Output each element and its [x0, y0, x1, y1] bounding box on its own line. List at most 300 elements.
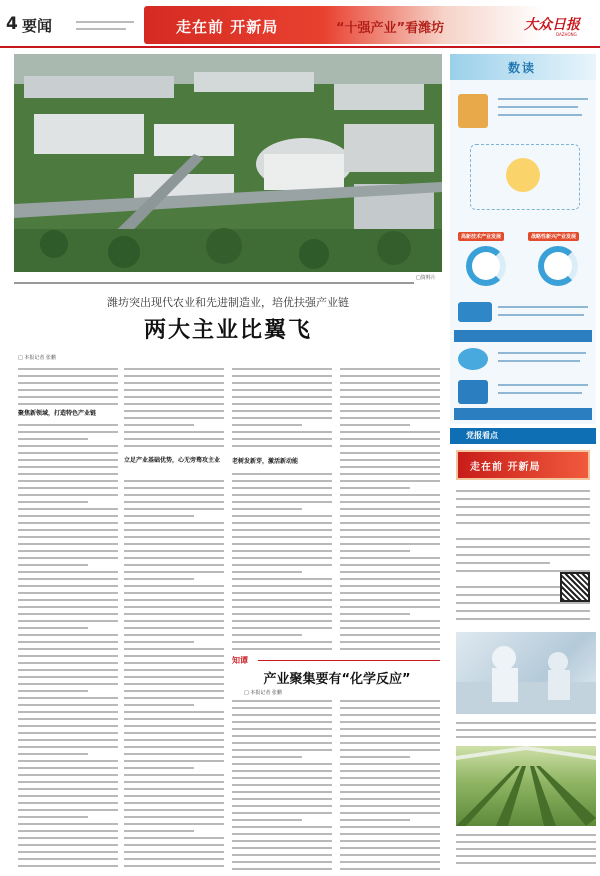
text-line — [124, 739, 224, 741]
text-line — [340, 459, 440, 461]
text-line — [18, 865, 118, 867]
text-line — [124, 704, 194, 706]
text-line — [124, 830, 194, 832]
text-line — [124, 634, 224, 636]
text-line — [124, 375, 224, 377]
text-line — [124, 522, 224, 524]
text-line — [124, 382, 224, 384]
text-line — [18, 578, 118, 580]
text-line — [340, 861, 440, 863]
text-line — [124, 655, 224, 657]
text-line — [456, 490, 590, 492]
text-line — [18, 571, 118, 573]
text-line — [124, 781, 224, 783]
text-line — [124, 809, 224, 811]
text-line — [18, 620, 118, 622]
text-line — [232, 550, 332, 552]
text-line — [124, 445, 224, 447]
text-line — [18, 480, 118, 482]
text-line — [232, 424, 302, 426]
highlight-bar-1 — [454, 330, 592, 342]
text-line — [124, 529, 224, 531]
lab-worker-image — [456, 632, 596, 714]
text-line — [340, 529, 440, 531]
text-line — [340, 522, 440, 524]
text-line — [340, 452, 440, 454]
text-line — [340, 833, 440, 835]
text-line — [456, 562, 550, 564]
text-column-3 — [232, 364, 332, 654]
text-line — [232, 536, 332, 538]
text-line — [340, 840, 440, 842]
text-line — [456, 855, 596, 857]
text-line — [232, 826, 332, 828]
text-line — [232, 578, 332, 580]
text-line — [124, 802, 224, 804]
data-reading-panel — [450, 54, 596, 424]
text-line — [124, 662, 224, 664]
text-line — [18, 655, 118, 657]
text-line — [18, 585, 118, 587]
text-line — [18, 844, 118, 846]
text-line — [232, 389, 332, 391]
newspaper-logo-sub: DAZHONG — [556, 32, 577, 37]
panel-title: 数读 — [508, 61, 537, 75]
text-line — [18, 459, 118, 461]
text-line — [232, 375, 332, 377]
text-line — [232, 847, 332, 849]
text-line — [124, 592, 224, 594]
text-line — [232, 501, 332, 503]
text-line — [124, 515, 194, 517]
text-line — [18, 515, 118, 517]
text-line — [232, 592, 332, 594]
text-line — [18, 368, 118, 370]
text-line — [340, 571, 440, 573]
text-line — [124, 795, 224, 797]
text-line — [340, 543, 440, 545]
text-line — [456, 841, 596, 843]
text-line — [124, 669, 224, 671]
text-line — [340, 424, 410, 426]
text-line — [340, 368, 440, 370]
text-line — [18, 760, 118, 762]
text-line — [232, 564, 332, 566]
lab-photo-caption — [456, 718, 596, 742]
text-line — [340, 763, 440, 765]
text-line — [124, 816, 224, 818]
text-line — [340, 777, 440, 779]
text-line — [18, 613, 118, 615]
text-line — [124, 718, 224, 720]
donut-chart-right — [538, 246, 578, 286]
text-line — [340, 627, 440, 629]
text-line — [232, 714, 332, 716]
panel-tag-right: 战略性新兴产业发展 — [528, 232, 579, 241]
text-line — [18, 802, 118, 804]
text-line — [340, 494, 440, 496]
text-line — [340, 641, 440, 643]
text-line — [340, 791, 440, 793]
panel-tag-left: 高新技术产业发展 — [458, 232, 504, 241]
text-line — [124, 627, 224, 629]
text-line — [18, 816, 88, 818]
text-line — [18, 683, 118, 685]
commentary-byline: □ 本报记者 张鹏 — [244, 690, 282, 696]
text-line — [18, 809, 118, 811]
text-line — [124, 564, 224, 566]
text-line — [124, 683, 224, 685]
text-line — [18, 522, 118, 524]
text-line — [232, 620, 332, 622]
text-line — [340, 375, 440, 377]
text-line — [456, 848, 596, 850]
text-line — [18, 662, 118, 664]
text-line — [340, 606, 440, 608]
commentary-rule — [258, 660, 440, 661]
text-line — [18, 403, 118, 405]
text-line — [18, 606, 118, 608]
text-line — [18, 718, 118, 720]
text-line — [124, 767, 194, 769]
text-line — [340, 854, 440, 856]
text-line — [18, 508, 118, 510]
text-line — [340, 700, 440, 702]
text-line — [232, 641, 332, 643]
text-line — [340, 728, 440, 730]
text-line — [340, 438, 440, 440]
text-line — [124, 613, 224, 615]
text-line — [18, 431, 118, 433]
text-line — [18, 487, 118, 489]
text-line — [340, 620, 440, 622]
newspaper-logo: 大众日报 — [524, 17, 580, 33]
text-line — [124, 823, 224, 825]
text-line — [340, 578, 440, 580]
text-line — [124, 410, 224, 412]
building-icon — [458, 94, 488, 128]
text-line — [124, 536, 224, 538]
text-line — [232, 749, 332, 751]
text-line — [18, 858, 118, 860]
greenhouse-photo-caption — [456, 830, 596, 870]
text-line — [340, 742, 440, 744]
text-column-4 — [340, 364, 440, 654]
text-line — [124, 753, 224, 755]
text-line — [456, 554, 590, 556]
text-line — [456, 506, 590, 508]
text-line — [124, 725, 224, 727]
text-line — [124, 480, 224, 482]
text-line — [232, 606, 332, 608]
text-line — [232, 368, 332, 370]
text-line — [124, 487, 224, 489]
text-line — [18, 438, 88, 440]
special-banner — [144, 6, 544, 44]
text-line — [232, 543, 332, 545]
text-line — [18, 788, 118, 790]
text-line — [18, 501, 88, 503]
text-line — [18, 494, 118, 496]
text-line — [18, 781, 118, 783]
text-line — [18, 823, 118, 825]
text-line — [232, 700, 332, 702]
text-line — [124, 697, 224, 699]
text-line — [18, 445, 118, 447]
text-line — [18, 648, 118, 650]
text-column-1 — [18, 364, 118, 874]
text-line — [124, 368, 224, 370]
text-line — [18, 851, 118, 853]
text-line — [124, 424, 194, 426]
text-line — [124, 501, 224, 503]
text-line — [18, 452, 118, 454]
text-line — [18, 382, 118, 384]
text-line — [456, 602, 590, 604]
donut-chart-left — [466, 246, 506, 286]
commentary-tag: 知谭 — [232, 656, 248, 665]
text-line — [232, 515, 332, 517]
text-line — [18, 396, 118, 398]
text-line — [340, 536, 440, 538]
text-line — [340, 847, 440, 849]
text-line — [124, 550, 224, 552]
text-line — [340, 648, 440, 650]
text-line — [124, 837, 224, 839]
text-line — [340, 396, 440, 398]
text-line — [124, 494, 224, 496]
text-line — [340, 812, 440, 814]
text-line — [340, 431, 440, 433]
text-line — [232, 599, 332, 601]
text-line — [124, 508, 224, 510]
text-line — [232, 508, 302, 510]
text-line — [456, 722, 596, 724]
text-line — [232, 833, 332, 835]
text-line — [124, 606, 224, 608]
text-line — [340, 501, 440, 503]
text-line — [124, 403, 224, 405]
text-line — [232, 707, 332, 709]
text-line — [18, 599, 118, 601]
article-headline: 两大主业比翼飞 — [143, 318, 312, 343]
text-line — [232, 840, 332, 842]
text-line — [232, 805, 332, 807]
text-line — [232, 812, 332, 814]
greenhouse-photo — [456, 746, 596, 826]
main-photo — [14, 54, 442, 272]
text-line — [18, 669, 118, 671]
text-line — [340, 868, 440, 870]
page-number: 4 — [6, 14, 18, 34]
party-paper-highlights-title: 党报看点 — [466, 431, 498, 440]
text-line — [124, 851, 224, 853]
text-line — [340, 557, 440, 559]
photo-caption — [14, 280, 442, 284]
text-line — [232, 634, 302, 636]
text-line — [18, 697, 118, 699]
text-line — [232, 522, 332, 524]
text-line — [456, 618, 590, 620]
text-line — [232, 798, 332, 800]
text-line — [18, 753, 88, 755]
text-line — [232, 648, 332, 650]
text-line — [18, 375, 118, 377]
panel-header — [450, 54, 596, 80]
article-subheadline: 潍坊突出现代农业和先进制造业，培优扶强产业链 — [107, 296, 349, 309]
text-line — [340, 480, 440, 482]
text-line — [124, 571, 224, 573]
text-line — [232, 445, 332, 447]
text-line — [18, 529, 118, 531]
text-line — [18, 732, 118, 734]
text-line — [232, 382, 332, 384]
text-line — [18, 767, 118, 769]
text-line — [232, 728, 332, 730]
text-line — [18, 774, 118, 776]
text-line — [124, 788, 224, 790]
text-line — [232, 571, 302, 573]
qr-code[interactable] — [560, 572, 590, 602]
masthead — [0, 0, 600, 48]
text-line — [232, 854, 332, 856]
text-line — [124, 557, 224, 559]
text-line — [340, 592, 440, 594]
text-line — [340, 445, 440, 447]
text-line — [232, 480, 332, 482]
text-line — [456, 498, 590, 500]
section-heading-1: 聚焦新领域，打造特色产业链 — [18, 410, 97, 417]
text-line — [18, 711, 118, 713]
text-line — [340, 805, 440, 807]
text-line — [340, 798, 440, 800]
text-line — [124, 676, 224, 678]
sun-icon — [506, 158, 540, 192]
lab-photo — [456, 632, 596, 714]
text-line — [232, 721, 332, 723]
text-line — [18, 536, 118, 538]
article-byline: □ 本报记者 张鹏 — [18, 355, 56, 361]
text-line — [18, 627, 88, 629]
text-line — [232, 819, 302, 821]
text-line — [124, 746, 224, 748]
text-line — [232, 770, 332, 772]
text-line — [124, 389, 224, 391]
text-line — [232, 861, 332, 863]
text-line — [232, 403, 332, 405]
text-line — [340, 389, 440, 391]
text-line — [456, 514, 590, 516]
text-line — [232, 777, 332, 779]
text-line — [340, 714, 440, 716]
text-line — [232, 438, 332, 440]
text-line — [18, 473, 118, 475]
text-line — [124, 417, 224, 419]
text-line — [456, 546, 590, 548]
text-line — [340, 756, 410, 758]
text-line — [340, 585, 440, 587]
text-line — [456, 729, 596, 731]
commentary-column-2 — [340, 698, 440, 874]
text-line — [340, 417, 440, 419]
text-line — [18, 837, 118, 839]
globe-icon — [458, 348, 488, 370]
text-line — [124, 585, 224, 587]
text-line — [18, 676, 118, 678]
text-line — [18, 690, 88, 692]
machine-icon — [458, 302, 492, 322]
greenhouse-image — [456, 746, 596, 826]
text-line — [124, 431, 224, 433]
text-line — [232, 410, 332, 412]
text-line — [232, 396, 332, 398]
text-line — [124, 641, 194, 643]
section-name: 要闻 — [22, 17, 53, 35]
text-line — [124, 865, 224, 867]
text-line — [456, 862, 596, 864]
text-line — [232, 613, 332, 615]
text-line — [340, 826, 440, 828]
party-paper-items — [456, 486, 590, 626]
text-line — [456, 538, 590, 540]
commentary-title: 产业聚集要有“化学反应” — [263, 672, 411, 687]
text-line — [340, 382, 440, 384]
text-line — [124, 578, 194, 580]
banner-title: 走在前 开新局 — [176, 18, 279, 36]
text-line — [124, 543, 224, 545]
text-line — [18, 634, 118, 636]
text-line — [124, 760, 224, 762]
text-line — [232, 494, 332, 496]
text-line — [340, 473, 440, 475]
text-line — [232, 742, 332, 744]
text-line — [18, 592, 118, 594]
text-line — [124, 690, 224, 692]
text-line — [232, 868, 332, 870]
text-line — [340, 508, 440, 510]
text-line — [340, 770, 440, 772]
text-line — [340, 634, 440, 636]
text-line — [340, 784, 440, 786]
text-line — [232, 756, 302, 758]
party-paper-banner-text: 走在前 开新局 — [470, 462, 541, 473]
text-line — [340, 819, 410, 821]
text-line — [124, 844, 224, 846]
banner-subtitle: “十强产业”看潍坊 — [336, 21, 445, 36]
text-line — [340, 466, 440, 468]
text-line — [18, 704, 118, 706]
text-line — [340, 403, 440, 405]
text-line — [124, 620, 224, 622]
text-line — [18, 739, 118, 741]
text-line — [340, 487, 410, 489]
text-line — [18, 424, 118, 426]
text-line — [232, 529, 332, 531]
text-line — [124, 599, 224, 601]
text-line — [18, 641, 118, 643]
text-line — [18, 389, 118, 391]
text-line — [18, 466, 118, 468]
factory-icon — [458, 380, 488, 404]
text-line — [232, 487, 332, 489]
text-line — [340, 564, 440, 566]
text-line — [340, 599, 440, 601]
text-line — [340, 613, 410, 615]
text-line — [340, 721, 440, 723]
commentary-column-1 — [232, 698, 332, 874]
text-line — [18, 795, 118, 797]
text-line — [124, 858, 224, 860]
